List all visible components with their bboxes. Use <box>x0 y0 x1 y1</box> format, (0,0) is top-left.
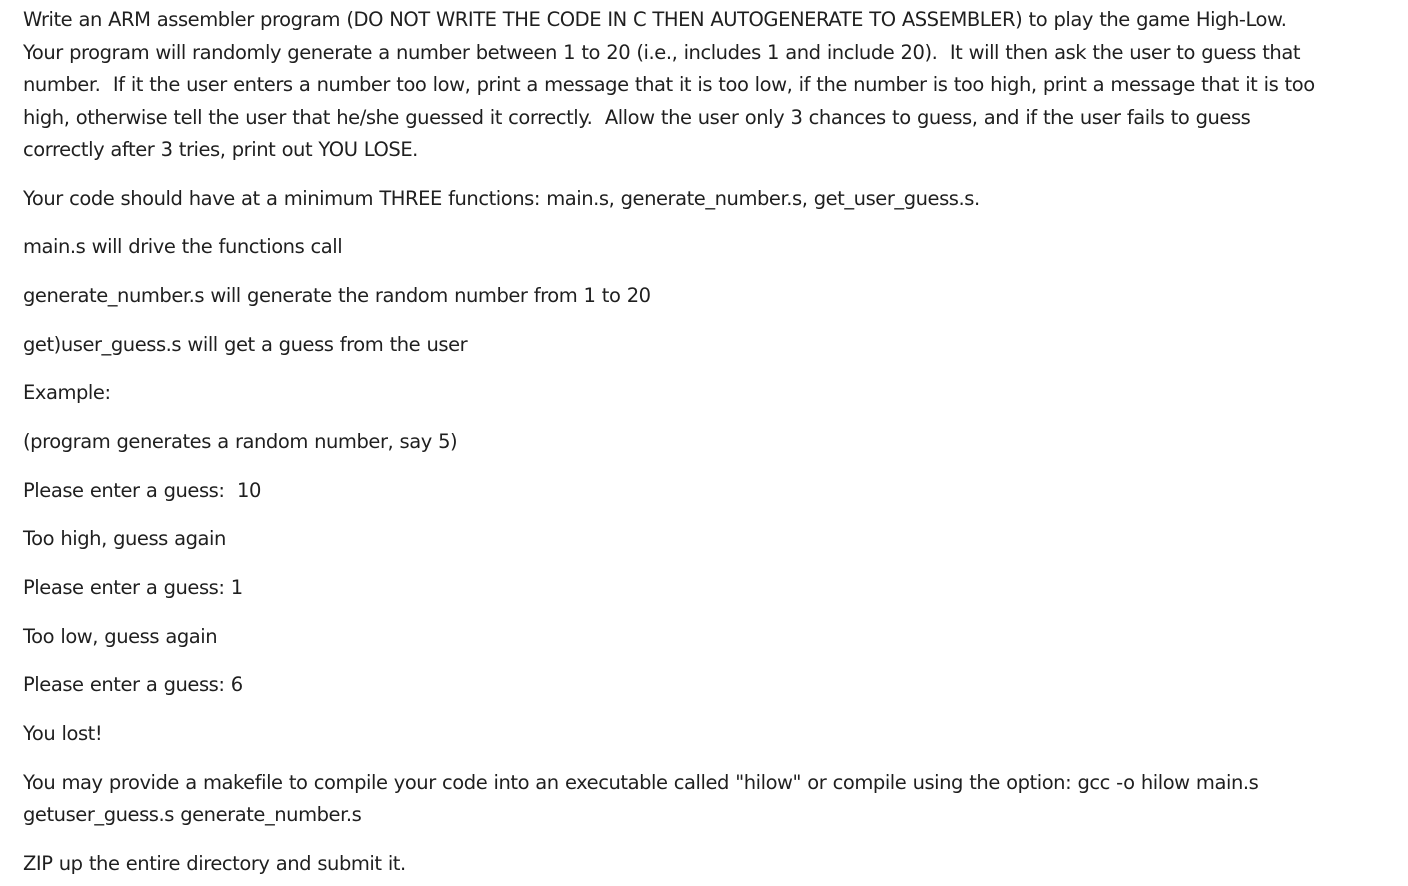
makefile-instructions: You may provide a makefile to compile your code into an executable called "hilow" or compile using the option: gcc -o hilow main.s getuser_guess.s generate_number.s <box>23 770 1265 827</box>
example-line: Please enter a guess: 10 <box>23 478 261 502</box>
example-heading: Example: <box>23 381 111 405</box>
example-line: You lost! <box>23 722 103 746</box>
submission-instructions: ZIP up the entire directory and submit it. <box>23 851 406 875</box>
get-user-guess-description: get)user_guess.s will get a guess from the user <box>23 332 468 356</box>
example-line: Please enter a guess: 1 <box>23 576 243 599</box>
main-function-description: main.s will drive the functions call <box>23 235 343 259</box>
example-line: Too low, guess again <box>23 624 218 648</box>
example-line: Please enter a guess: 6 <box>23 673 243 697</box>
generate-number-description: generate_number.s will generate the random number from 1 to 20 <box>23 283 651 307</box>
example-line: (program generates a random number, say 5) <box>23 429 458 453</box>
example-line: Too high, guess again <box>23 527 226 551</box>
assignment-description: Write an ARM assembler program (DO NOT WRITE THE CODE IN C THEN AUTOGENERATE TO ASSEMBLER) to play the game High-Low. Your program will randomly generate a number between 1 to 20 (i.e., includes 1 and include 20). It will then ask the user to guess that number. If it the user enters a number too low, print a message that it is too low, if the number is too high, print a message that it is too high, otherwise tell the user that he/she guessed it correctly. Allow the user only 3 chances to guess, and if the user fails to guess correctly after 3 tries, print out YOU LOSE. <box>23 8 1321 161</box>
required-functions: Your code should have at a minimum THREE functions: main.s, generate_number.s, get_user_guess.s. <box>23 186 980 210</box>
assignment-document <box>23 0 1353 880</box>
